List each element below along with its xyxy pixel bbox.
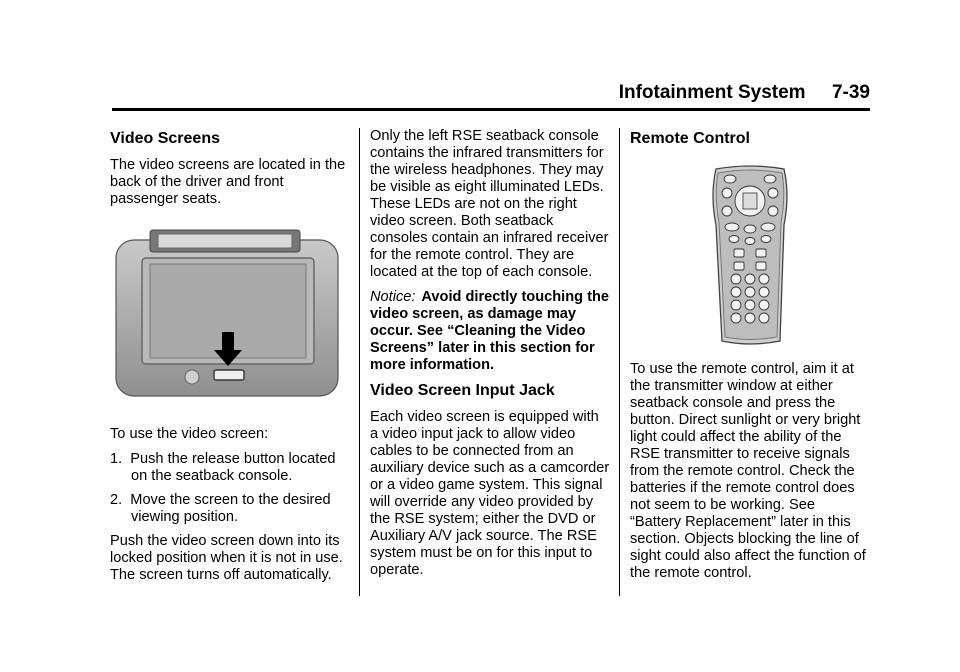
column-3	[630, 128, 870, 590]
list-item	[110, 492, 350, 526]
remote-control-illustration	[630, 165, 870, 347]
video-screen-illustration	[110, 228, 350, 408]
page-header	[112, 78, 870, 111]
column-1	[110, 128, 350, 592]
notice-label: Notice:	[370, 289, 416, 305]
video-screens-intro: The video screens are located in the back of the driver and front passenger seats.	[110, 157, 346, 207]
remote-control-paragraph: To use the remote control, aim it at the transmitter window at either seatback console and press the button. Direct sunlight or very bright light could affect the ability of the RSE transmitter to receive signals from the remote control. Check the batteries if the remote control does not seem to be working. See “Battery Replacement” later in this section. Objects blocking the line of sight could also affect the function of the remote control.	[630, 361, 866, 581]
notice-text: Avoid directly touching the video screen, as damage may occur. See “Cleaning the Video Screens” later in this section for more information.	[370, 289, 609, 373]
rse-console-paragraph: Only the left RSE seatback console contains the infrared transmitters for the wireless headphones. They may be visible as eight illuminated LEDs. These LEDs are not on the right video screen. Both seatback consoles contain an infrared receiver for the remote control. They are located at the top of each console.	[370, 128, 609, 280]
use-video-screen-intro: To use the video screen:	[110, 426, 269, 442]
video-screens-heading: Video Screens	[110, 130, 220, 147]
column-divider-2	[619, 128, 620, 596]
video-screens-outro: Push the video screen down into its locked position when it is not in use. The screen turns off automatically.	[110, 533, 343, 583]
input-jack-paragraph: Each video screen is equipped with a video input jack to allow video cables to be connected from an auxiliary device such as a camcorder or a video game system. This signal will override any video provided by the RSE system; either the DVD or Auxiliary A/V jack source. The RSE system must be on for this input to operate.	[370, 409, 610, 578]
page-number: 7-39	[831, 82, 870, 103]
header-title	[619, 82, 870, 104]
input-jack-heading: Video Screen Input Jack	[370, 382, 555, 399]
step-text: Push the release button located on the seatback console.	[130, 451, 336, 484]
notice-paragraph	[370, 289, 610, 374]
list-item	[110, 451, 350, 485]
remote-control-heading: Remote Control	[630, 130, 750, 147]
step-text: Move the screen to the desired viewing position.	[130, 492, 331, 525]
step-number: 1.	[110, 451, 123, 467]
step-number: 2.	[110, 492, 123, 508]
column-divider-1	[359, 128, 360, 596]
header-section: Infotainment System	[618, 82, 806, 103]
column-2	[370, 128, 610, 587]
